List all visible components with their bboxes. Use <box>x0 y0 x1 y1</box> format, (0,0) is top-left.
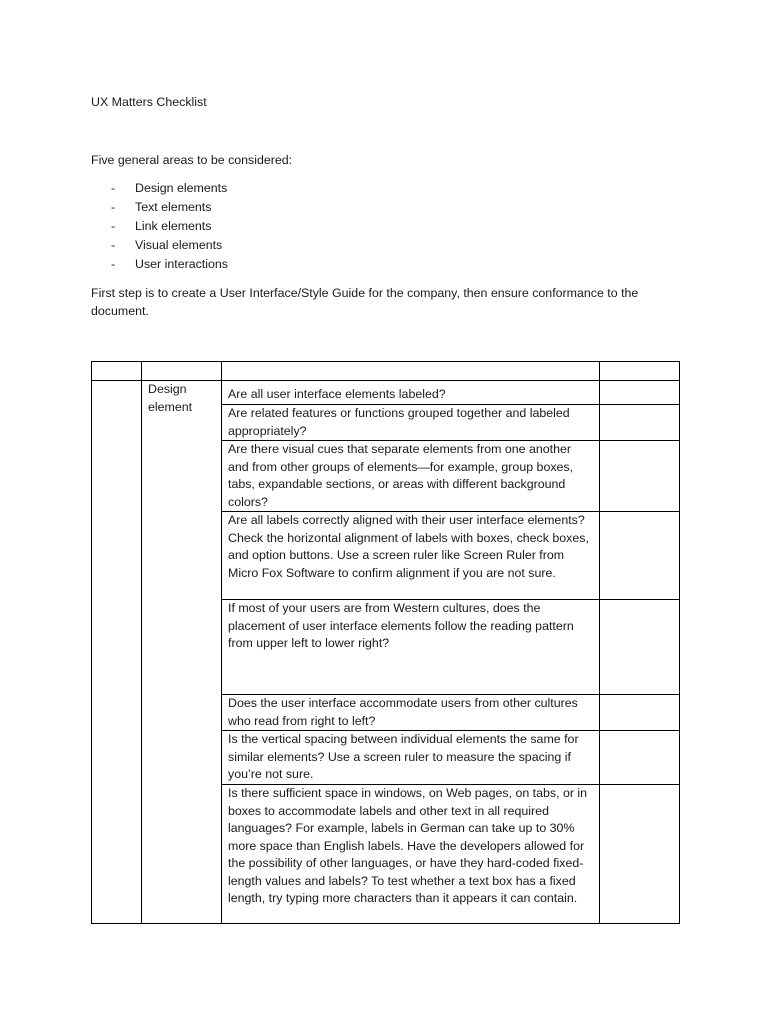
list-item <box>111 179 228 198</box>
check-cell[interactable] <box>600 405 680 441</box>
question-cell: Are all user interface elements labeled? <box>222 381 600 405</box>
question-cell: If most of your users are from Western cultures, does the placement of user interface elements follow the reading pattern from upper left to lower right? <box>222 600 600 695</box>
question-cell: Are related features or functions grouped together and labeled appropriately? <box>222 405 600 441</box>
document-title: UX Matters Checklist <box>91 95 207 109</box>
area-label: Visual elements <box>135 238 223 252</box>
first-step-paragraph: First step is to create a User Interface/Style Guide for the company, then ensure conformance to the document. <box>91 286 639 318</box>
area-label: Link elements <box>135 219 212 233</box>
table-header-row <box>92 362 680 381</box>
check-cell[interactable] <box>600 785 680 924</box>
list-item <box>111 255 228 274</box>
check-cell[interactable] <box>600 695 680 731</box>
list-item <box>111 236 228 255</box>
question-cell: Is there sufficient space in windows, on Web pages, on tabs, or in boxes to accommodate labels and other text in all required languages? For example, labels in German can take up to 30% more space than English labels. Have the developers allowed for the possibility of other languages, or have they hard-coded fixed-length values and labels? To test whether a text box has a fixed length, try typing more characters than it appears it can contain. <box>222 785 600 924</box>
bullet-dash: - <box>111 238 116 252</box>
category-cell: Design element <box>142 381 222 924</box>
table-cell <box>142 362 222 381</box>
bullet-dash: - <box>111 181 116 195</box>
check-cell[interactable] <box>600 441 680 512</box>
table-cell <box>600 362 680 381</box>
bullet-dash: - <box>111 219 116 233</box>
list-item <box>111 217 228 236</box>
table-row <box>92 381 680 405</box>
question-cell: Are all labels correctly aligned with their user interface elements? Check the horizontal alignment of labels with boxes, check boxes, and option buttons. Use a screen ruler like Screen Ruler from Micro Fox Software to confirm alignment if you are not sure. <box>222 512 600 600</box>
question-cell: Are there visual cues that separate elements from one another and from other groups of elements—for example, group boxes, tabs, expandable sections, or areas with different background colors? <box>222 441 600 512</box>
check-cell[interactable] <box>600 600 680 695</box>
table-cell <box>222 362 600 381</box>
question-cell: Does the user interface accommodate users from other cultures who read from right to left? <box>222 695 600 731</box>
check-cell[interactable] <box>600 512 680 600</box>
areas-list <box>111 179 228 274</box>
bullet-dash: - <box>111 200 116 214</box>
checklist-table <box>91 361 680 924</box>
check-cell[interactable] <box>600 381 680 405</box>
question-cell: Is the vertical spacing between individual elements the same for similar elements? Use a screen ruler to measure the spacing if you’re not sure. <box>222 731 600 785</box>
table-cell <box>92 381 142 924</box>
area-label: Design elements <box>135 181 228 195</box>
area-label: User interactions <box>135 257 228 271</box>
area-label: Text elements <box>135 200 212 214</box>
table-cell <box>92 362 142 381</box>
intro-text: Five general areas to be considered: <box>91 153 293 167</box>
list-item <box>111 198 228 217</box>
check-cell[interactable] <box>600 731 680 785</box>
bullet-dash: - <box>111 257 116 271</box>
